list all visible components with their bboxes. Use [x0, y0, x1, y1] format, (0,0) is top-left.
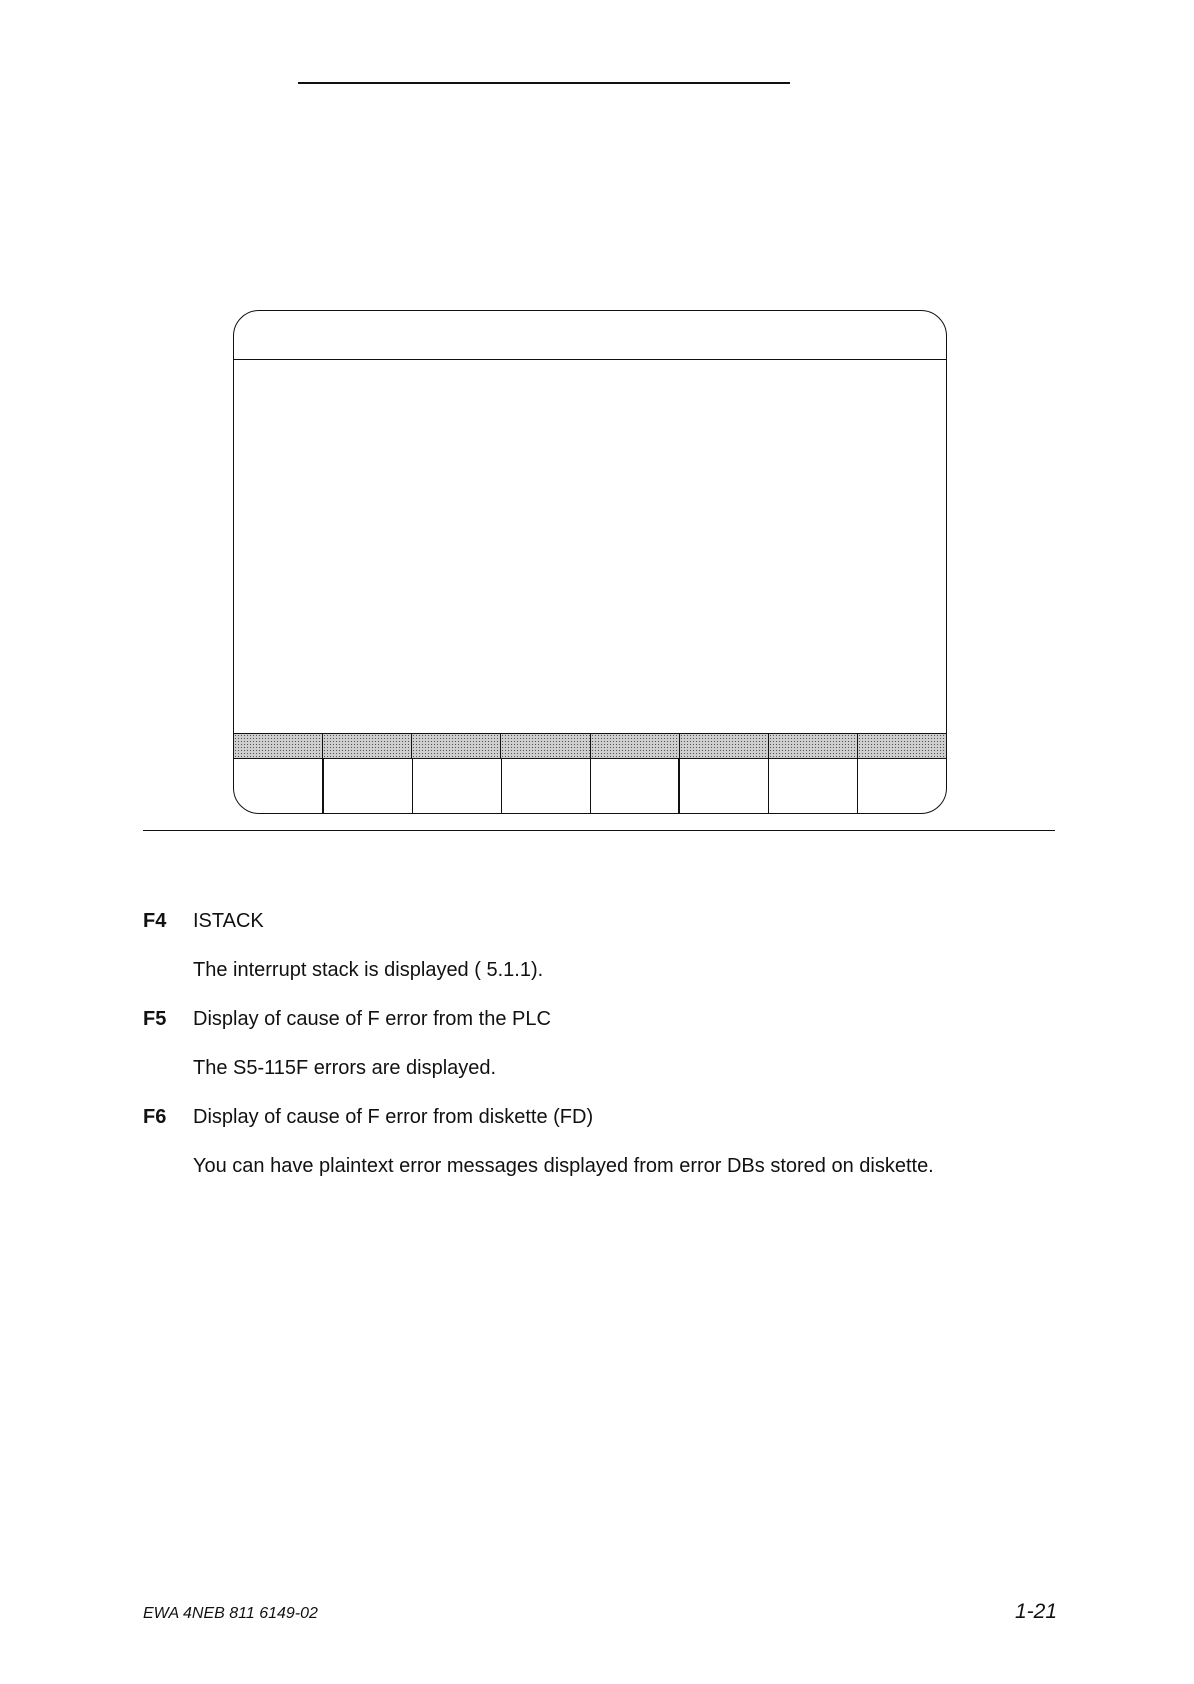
- softkey-shade-1: [234, 734, 322, 758]
- softkey-f2: [322, 759, 412, 813]
- softkey-f3: [412, 759, 501, 813]
- screen-illustration: [233, 310, 947, 814]
- function-description: You can have plaintext error messages displayed from error DBs stored on diskette.: [193, 1155, 934, 1177]
- screen-header-bar: [234, 311, 946, 360]
- page-number: 1-21: [1014, 1600, 1057, 1623]
- function-key-label: F5: [143, 1008, 167, 1030]
- header-rule: [298, 82, 790, 84]
- section-divider: [143, 830, 1055, 831]
- softkey-shade-7: [768, 734, 857, 758]
- softkey-f1: [234, 759, 322, 813]
- function-title: Display of cause of F error from diskette (FD): [193, 1106, 594, 1128]
- function-description: The interrupt stack is displayed ( 5.1.1).: [193, 959, 544, 981]
- softkey-f7: [768, 759, 857, 813]
- softkey-f6: [678, 759, 768, 813]
- softkey-f5: [590, 759, 679, 813]
- softkey-shade-4: [500, 734, 589, 758]
- softkey-shade-8: [857, 734, 946, 758]
- softkey-shade-6: [679, 734, 768, 758]
- function-title: Display of cause of F error from the PLC: [193, 1008, 551, 1030]
- softkey-row: [234, 759, 946, 813]
- function-title: ISTACK: [193, 910, 264, 932]
- function-key-label: F6: [143, 1106, 167, 1128]
- softkey-shade-3: [411, 734, 500, 758]
- softkey-shade-5: [590, 734, 679, 758]
- softkey-label-strip: [234, 733, 946, 759]
- softkey-f8: [857, 759, 946, 813]
- softkey-f4: [501, 759, 590, 813]
- function-description: The S5-115F errors are displayed.: [193, 1057, 497, 1079]
- softkey-shade-2: [322, 734, 411, 758]
- document-id: EWA 4NEB 811 6149-02: [143, 1605, 318, 1622]
- function-key-label: F4: [143, 910, 167, 932]
